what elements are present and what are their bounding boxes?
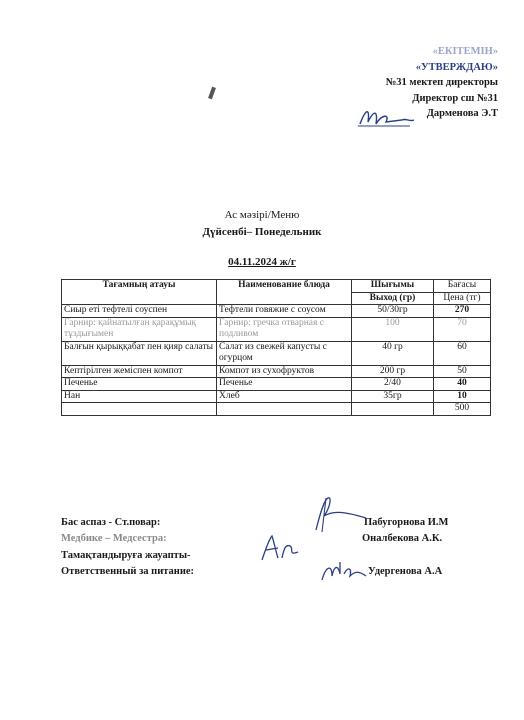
cell-price: 40 bbox=[434, 378, 491, 391]
director-signature-icon bbox=[356, 104, 416, 132]
cell-name-ru: Печенье bbox=[217, 378, 352, 391]
header-output-kz: Шығымы bbox=[352, 280, 434, 293]
cell-name-ru: Тефтели говяжие с соусом bbox=[217, 305, 352, 318]
cell-output: 100 bbox=[352, 317, 434, 341]
menu-title: Ас мәзірі/Меню bbox=[224, 209, 300, 221]
cell-price: 70 bbox=[434, 317, 491, 341]
table-header-row bbox=[62, 280, 491, 293]
table-row bbox=[62, 365, 491, 378]
header-price-kz: Бағасы bbox=[434, 280, 491, 293]
cell-output: 2/40 bbox=[352, 378, 434, 391]
header-price-ru: Цена (тг) bbox=[434, 292, 491, 305]
responsible-signature-icon bbox=[318, 556, 370, 592]
nurse-name: Оналбекова А.К. bbox=[362, 533, 443, 544]
cell-name-kz: Балғын қырыққабат пен қияр салаты bbox=[62, 341, 217, 365]
nurse-signature-icon bbox=[258, 530, 304, 566]
approval-line-approve-kz: «ЕКІТЕМІН» bbox=[432, 46, 498, 57]
cell-name-ru: Гарнир: гречка отварная с подливом bbox=[217, 317, 352, 341]
cell-name-kz: Сиыр еті тефтелі соуспен bbox=[62, 305, 217, 318]
cell-empty bbox=[217, 403, 352, 416]
cell-total: 500 bbox=[434, 403, 491, 416]
responsible-label-kz: Тамақтандыруға жауапты- bbox=[61, 550, 191, 561]
table-row bbox=[62, 317, 491, 341]
cell-empty bbox=[62, 403, 217, 416]
pen-mark-icon bbox=[208, 87, 216, 100]
cell-name-kz: Гарнир: қайнатылған қарақұмық тұздығымен bbox=[62, 317, 217, 341]
date-title: 04.11.2024 ж/г bbox=[228, 256, 296, 268]
cell-name-ru: Хлеб bbox=[217, 390, 352, 403]
cell-name-ru: Салат из свежей капусты с огурцом bbox=[217, 341, 352, 365]
header-name-ru: Наименование блюда bbox=[217, 280, 352, 305]
cell-price: 50 bbox=[434, 365, 491, 378]
cell-name-ru: Компот из сухофруктов bbox=[217, 365, 352, 378]
approval-line-director-ru: Директор сш №31 bbox=[412, 92, 498, 104]
approval-line-approve-ru: «УТВЕРЖДАЮ» bbox=[415, 61, 498, 73]
cell-price: 270 bbox=[434, 305, 491, 318]
cell-output: 50/30гр bbox=[352, 305, 434, 318]
table-total-row bbox=[62, 403, 491, 416]
day-title: Дүйсенбі– Понедельник bbox=[202, 226, 322, 238]
cell-output: 200 гр bbox=[352, 365, 434, 378]
table-row bbox=[62, 341, 491, 365]
header-name-kz: Тағамның атауы bbox=[62, 280, 217, 305]
responsible-label-ru: Ответственный за питание: bbox=[61, 566, 195, 577]
table-row bbox=[62, 305, 491, 318]
menu-table bbox=[61, 279, 491, 416]
cell-empty bbox=[352, 403, 434, 416]
chef-name: Пабугорнова И.М bbox=[364, 517, 449, 528]
table-row bbox=[62, 390, 491, 403]
cell-name-kz: Нан bbox=[62, 390, 217, 403]
responsible-name: Удергенова А.А bbox=[368, 566, 443, 577]
cell-output: 35гр bbox=[352, 390, 434, 403]
approval-line-director-name: Дарменова Э.Т bbox=[426, 108, 498, 119]
cell-name-kz: Печенье bbox=[62, 378, 217, 391]
chef-label: Бас аспаз - Ст.повар: bbox=[61, 517, 161, 528]
chef-signature-icon bbox=[306, 494, 376, 534]
cell-name-kz: Кептірілген жеміспен компот bbox=[62, 365, 217, 378]
cell-price: 60 bbox=[434, 341, 491, 365]
cell-price: 10 bbox=[434, 390, 491, 403]
nurse-label: Медбике – Медсестра: bbox=[61, 533, 167, 544]
header-output-ru: Выход (гр) bbox=[352, 292, 434, 305]
approval-line-director-kz: №31 мектеп директоры bbox=[385, 77, 498, 88]
table-row bbox=[62, 378, 491, 391]
cell-output: 40 гр bbox=[352, 341, 434, 365]
